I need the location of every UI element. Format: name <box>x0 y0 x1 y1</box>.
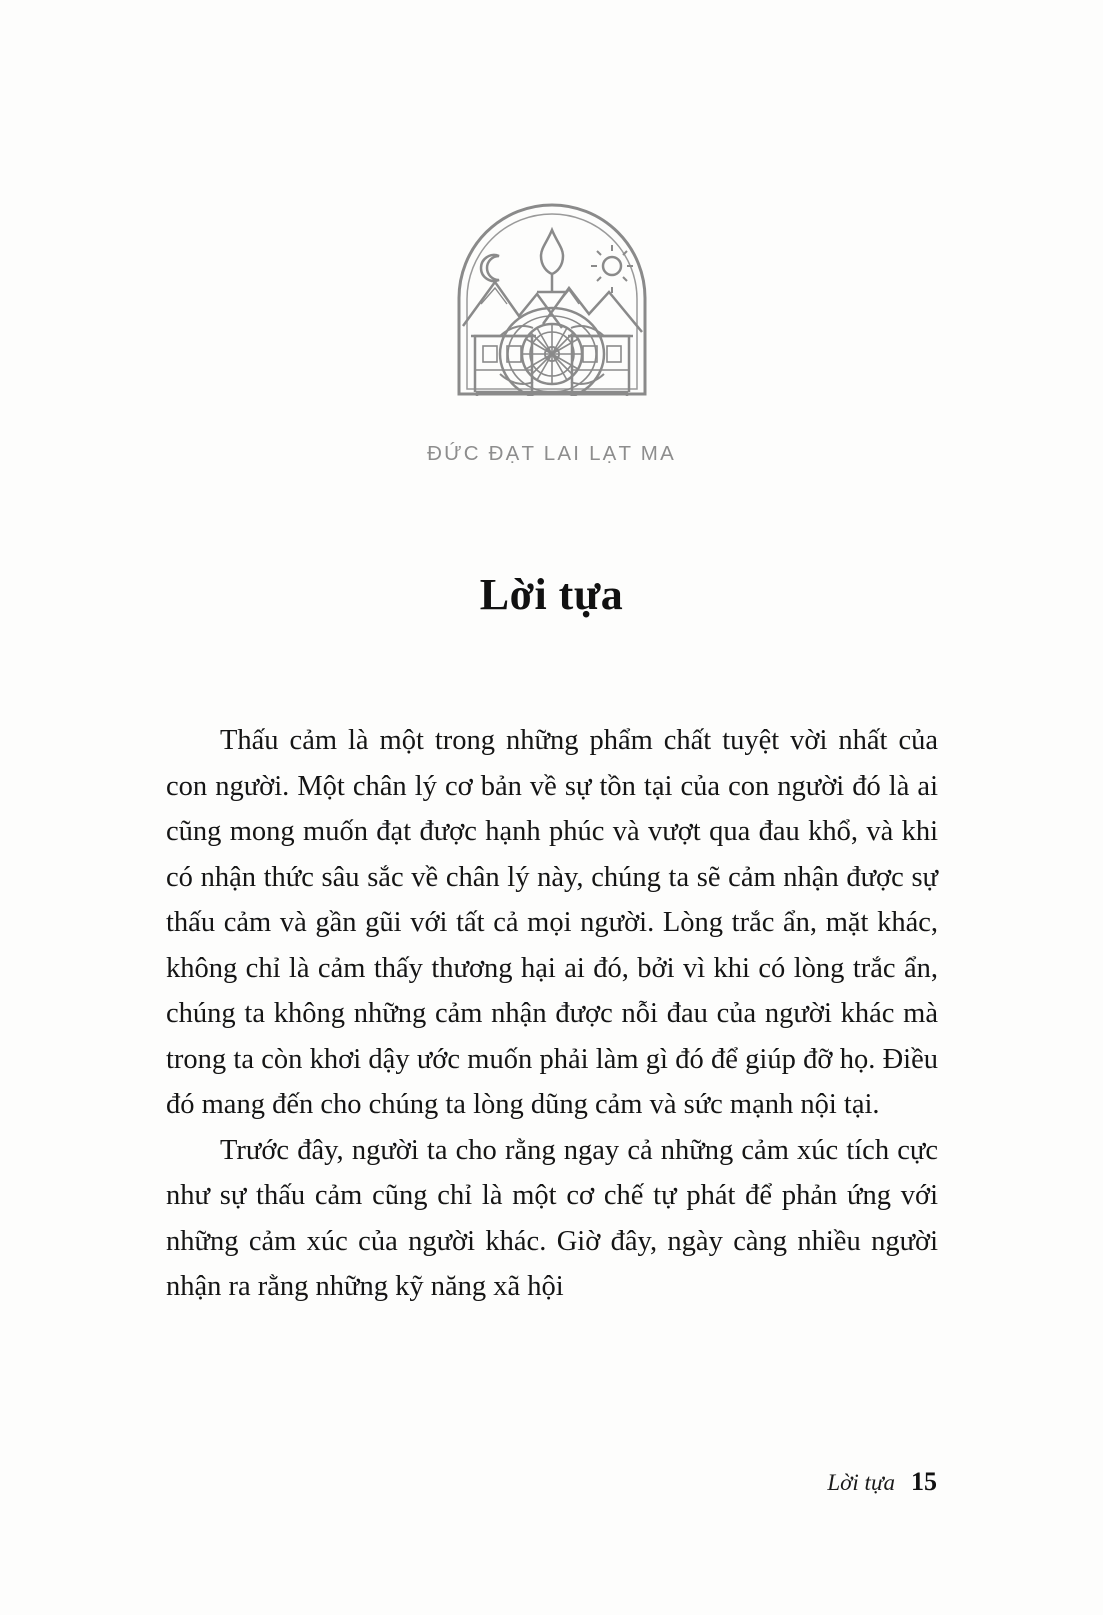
paragraph: Thấu cảm là một trong những phẩm chất tuyệt vời nhất của con người. Một chân lý cơ bản về sự tồn tại của con người đó là ai cũng mong muốn đạt được hạnh phúc và vượt qua đau khổ, và khi có nhận thức sâu sắc về chân lý này, chúng ta sẽ cảm nhận được sự thấu cảm và gần gũi với tất cả mọi người. Lòng trắc ẩn, mặt khác, không chỉ là cảm thấy thương hại ai đó, bởi vì khi có lòng trắc ẩn, chúng ta không những cảm nhận được nỗi đau của người khác mà trong ta còn khơi dậy ước muốn phải làm gì đó để giúp đỡ họ. Điều đó mang đến cho chúng ta lòng dũng cảm và sức mạnh nội tại. <box>166 725 938 1120</box>
emblem-caption: ĐỨC ĐẠT LAI LẠT MA <box>427 442 676 465</box>
paragraph: Trước đây, người ta cho rằng ngay cả những cảm xúc tích cực như sự thấu cảm cũng chỉ là một cơ chế tự phát để phản ứng với những cảm xúc của người khác. Giờ đây, ngày càng nhiều người nhận ra rằng những kỹ năng xã hội <box>166 1134 938 1302</box>
footer-chapter-label: Lời tựa <box>827 1470 895 1495</box>
body-text <box>166 718 938 1310</box>
page-title: Lời tựa <box>479 570 624 620</box>
page-footer <box>827 1467 937 1497</box>
tibetan-emblem-icon <box>437 196 667 426</box>
footer-page-number: 15 <box>911 1467 937 1496</box>
emblem-block <box>0 196 1103 466</box>
